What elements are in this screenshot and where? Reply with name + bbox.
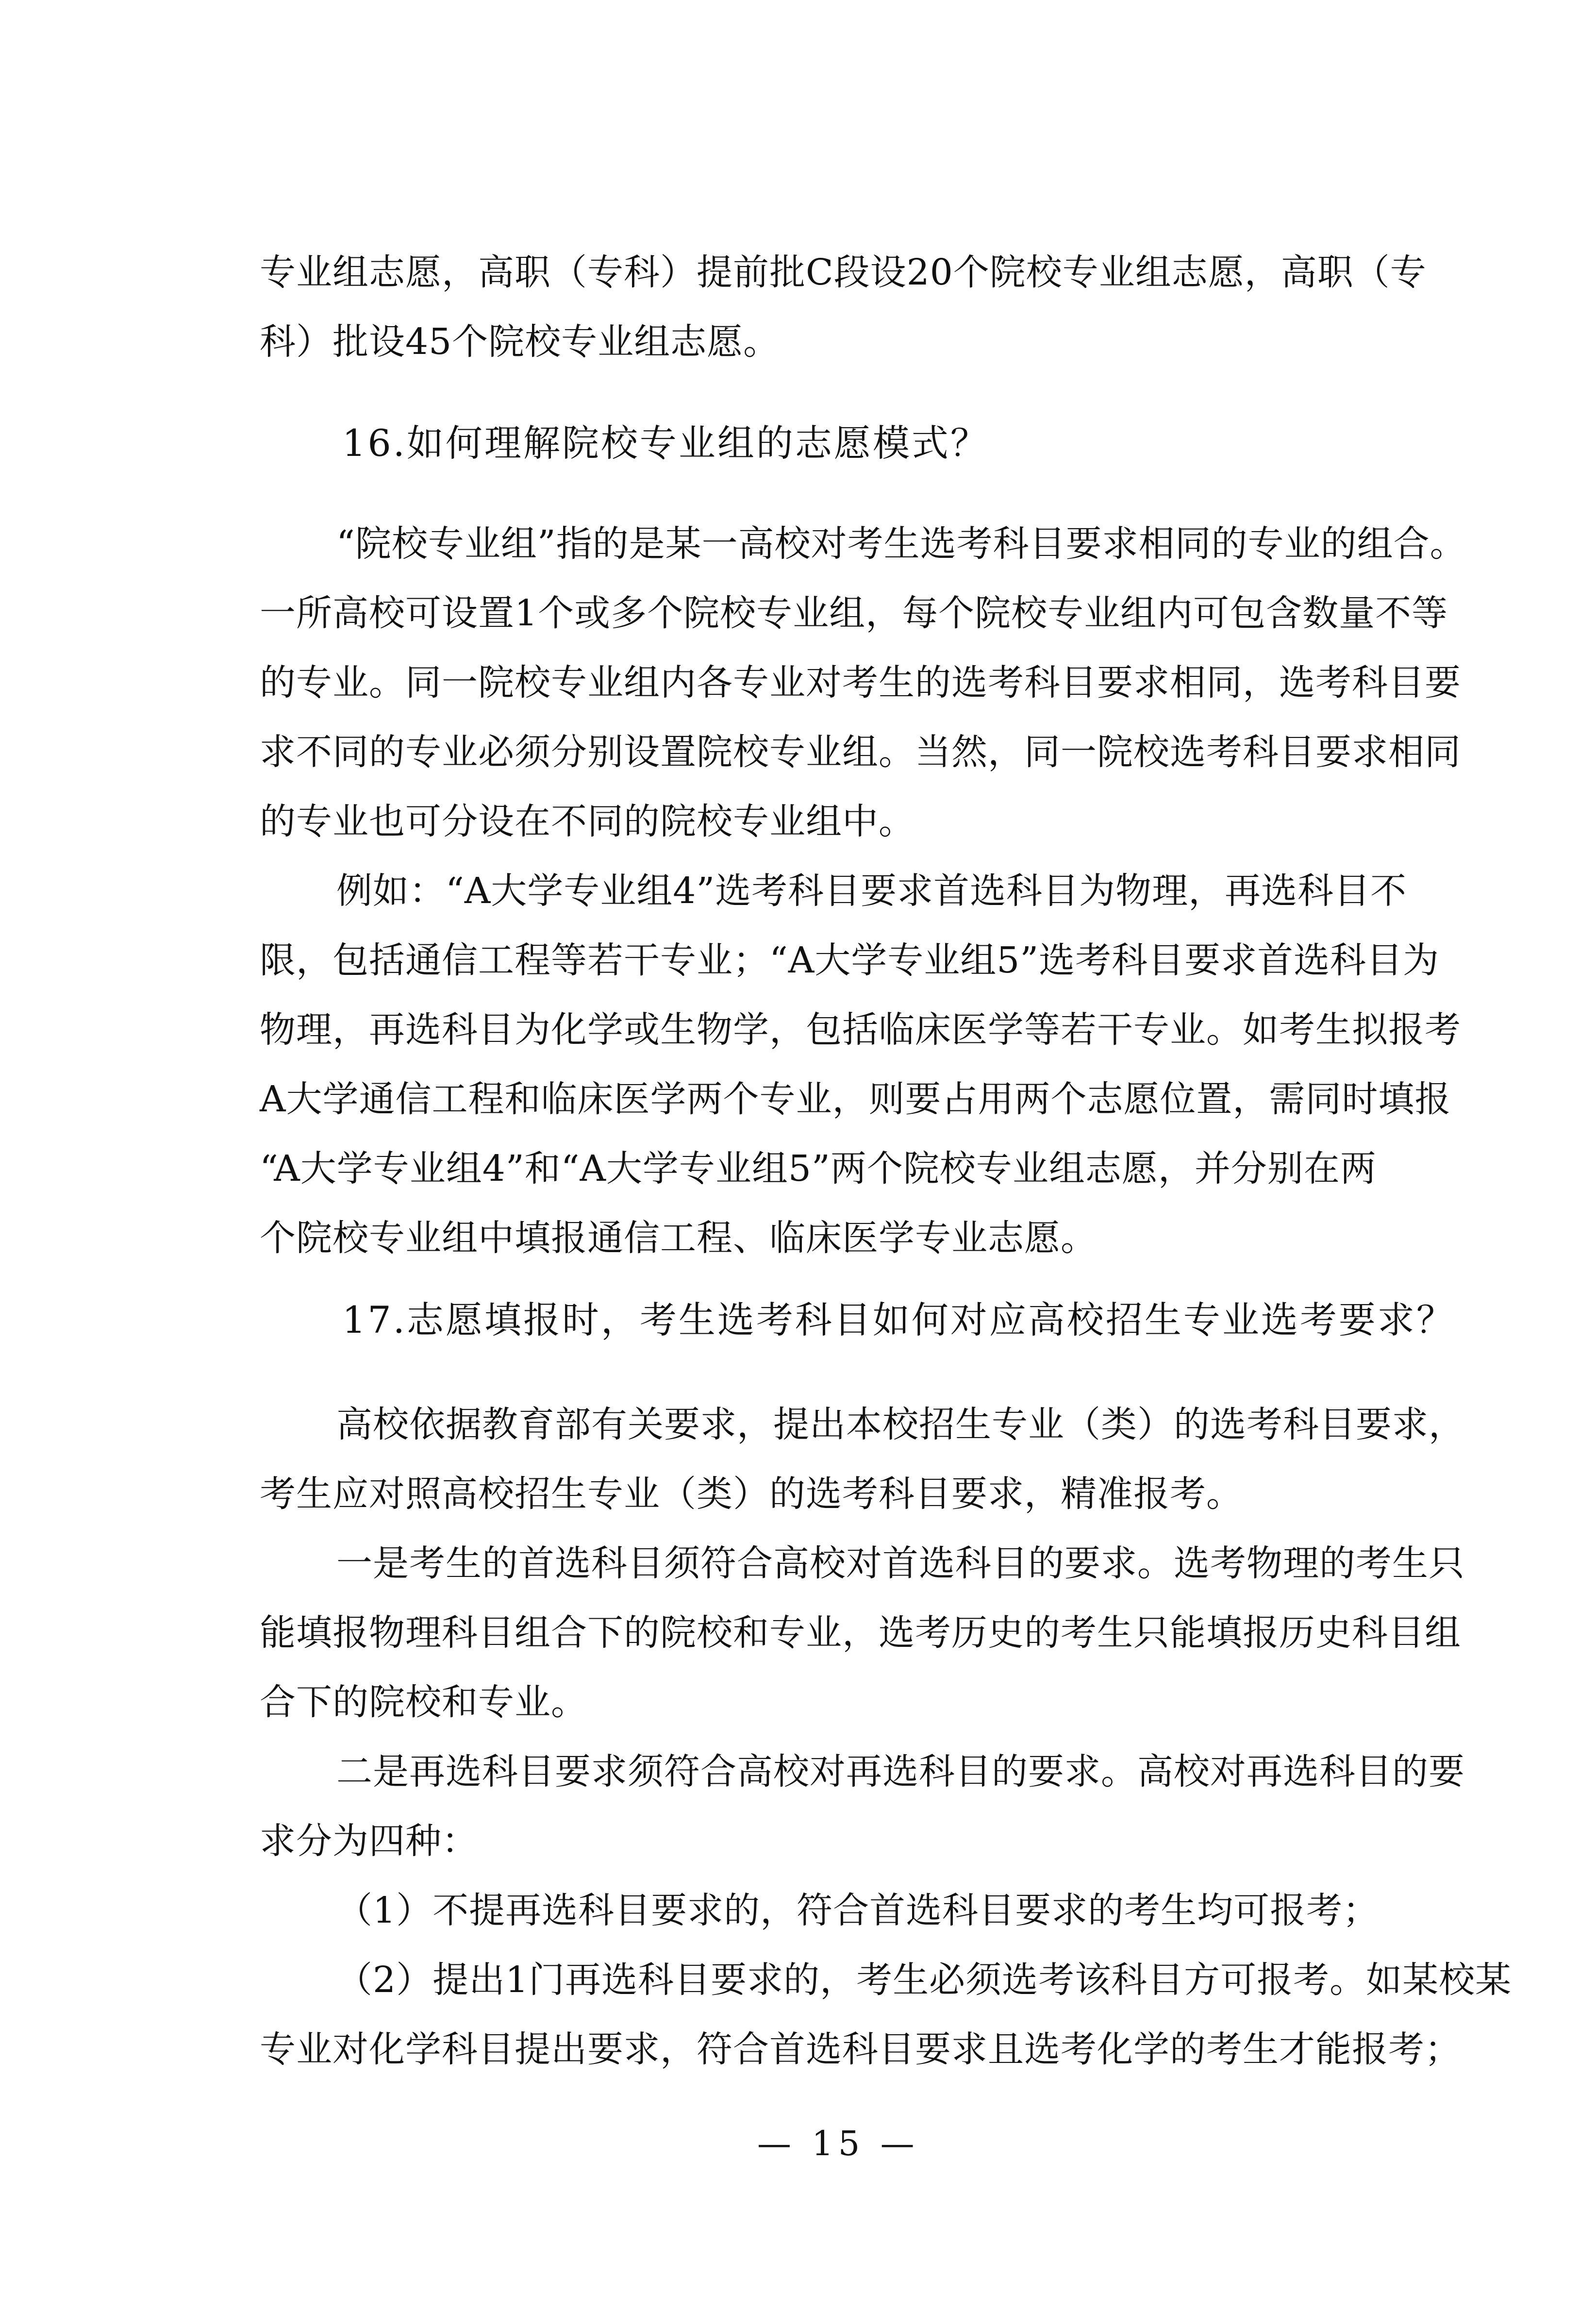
section-17-paragraph-1-line-1: 高校依据教育部有关要求，提出本校招生专业（类）的选考科目要求， xyxy=(336,1404,1465,1445)
section-16-paragraph-2-line-3: 物理，再选科目为化学或生物学，包括临床医学等若干专业。如考生拟报考 xyxy=(260,1009,1461,1051)
section-17-item-1: （1）不提再选科目要求的，符合首选科目要求的考生均可报考； xyxy=(336,1890,1380,1931)
section-16-paragraph-1-line-5: 的专业也可分设在不同的院校专业组中。 xyxy=(260,801,915,842)
section-17-paragraph-2-line-3: 合下的院校和专业。 xyxy=(260,1681,587,1723)
intro-line-1: 专业组志愿，高职（专科）提前批C段设20个院校专业组志愿，高职（专 xyxy=(260,251,1427,293)
section-17-paragraph-2-line-1: 一是考生的首选科目须符合高校对首选科目的要求。选考物理的考生只 xyxy=(336,1542,1465,1584)
section-16-paragraph-1-line-4: 求不同的专业必须分别设置院校专业组。当然，同一院校选考科目要求相同 xyxy=(260,731,1461,773)
section-17-paragraph-3-line-2: 求分为四种： xyxy=(260,1820,478,1862)
section-17-paragraph-1-line-2: 考生应对照高校招生专业（类）的选考科目要求，精准报考。 xyxy=(260,1473,1243,1515)
section-17-item-2-line-2: 专业对化学科目提出要求，符合首选科目要求且选考化学的考生才能报考； xyxy=(260,2028,1461,2070)
section-16-paragraph-2-line-6: 个院校专业组中填报通信工程、临床医学专业志愿。 xyxy=(260,1217,1097,1259)
page-number: — 15 — xyxy=(757,2124,919,2163)
section-16-paragraph-2-line-5: “A大学专业组4”和“A大学专业组5”两个院校专业组志愿，并分别在两 xyxy=(260,1148,1377,1190)
intro-line-2: 科）批设45个院校专业组志愿。 xyxy=(260,321,780,363)
section-16-paragraph-1-line-3: 的专业。同一院校专业组内各专业对考生的选考科目要求相同，选考科目要 xyxy=(260,662,1461,704)
section-17-paragraph-3-line-1: 二是再选科目要求须符合高校对再选科目的要求。高校对再选科目的要 xyxy=(336,1751,1465,1793)
section-17-heading: 17.志愿填报时，考生选考科目如何对应高校招生专业选考要求？ xyxy=(342,1298,1455,1341)
section-16-paragraph-2-line-4: A大学通信工程和临床医学两个专业，则要占用两个志愿位置，需同时填报 xyxy=(260,1078,1451,1120)
section-16-paragraph-1-line-2: 一所高校可设置1个或多个院校专业组，每个院校专业组内可包含数量不等 xyxy=(260,592,1448,634)
section-16-paragraph-2-line-1: 例如：“A大学专业组4”选考科目要求首选科目为物理，再选科目不 xyxy=(336,870,1407,912)
section-17-paragraph-2-line-2: 能填报物理科目组合下的院校和专业，选考历史的考生只能填报历史科目组 xyxy=(260,1612,1461,1654)
section-17-item-2-line-1: （2）提出1门再选科目要求的，考生必须选考该科目方可报考。如某校某 xyxy=(336,1959,1512,2001)
section-16-paragraph-2-line-2: 限，包括通信工程等若干专业；“A大学专业组5”选考科目要求首选科目为 xyxy=(260,939,1440,981)
section-16-heading: 16.如何理解院校专业组的志愿模式？ xyxy=(342,421,989,465)
section-16-paragraph-1-line-1: “院校专业组”指的是某一高校对考生选考科目要求相同的专业的组合。 xyxy=(336,523,1466,565)
